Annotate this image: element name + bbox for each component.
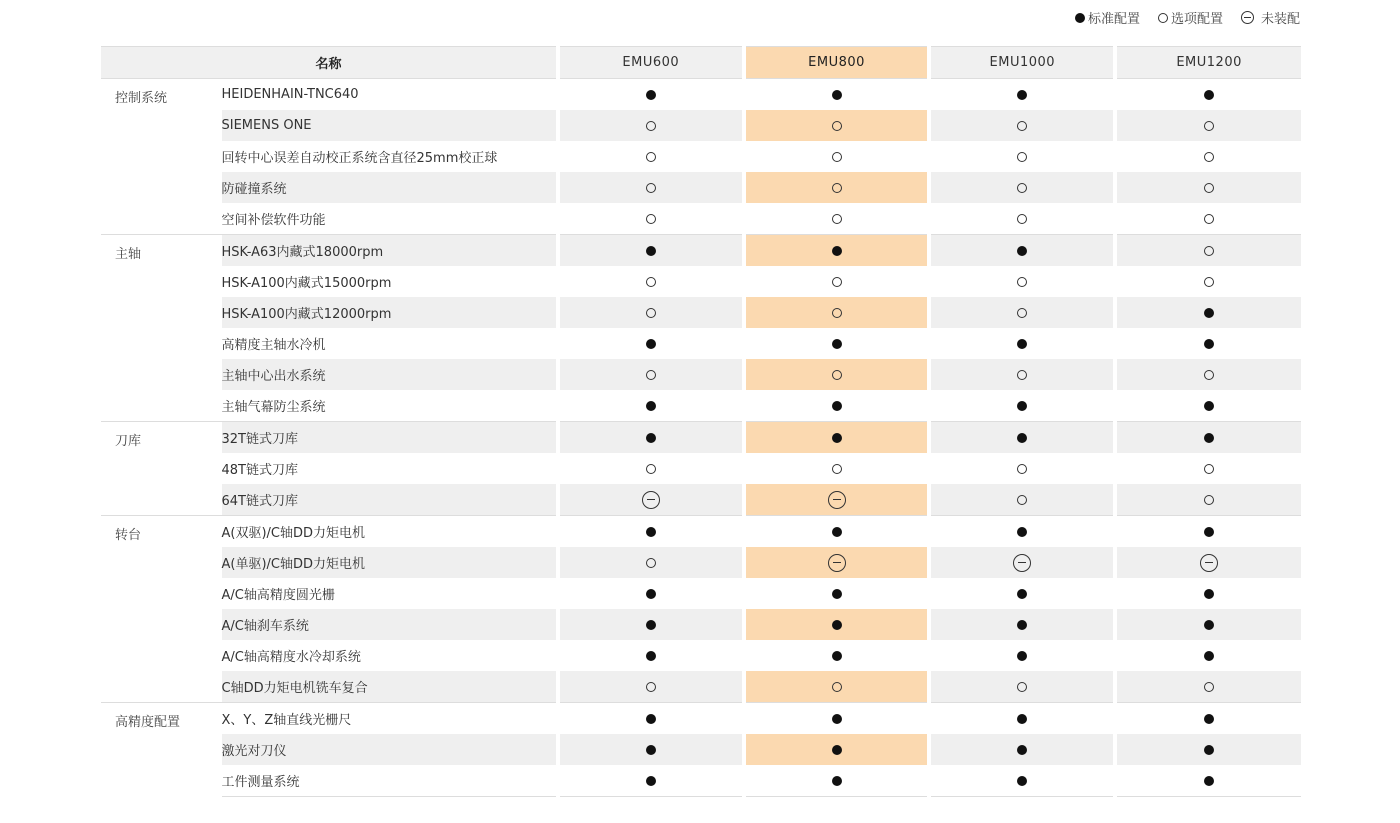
standard-dot-icon [1017,246,1027,256]
optional-circle-icon [832,152,842,162]
mark-cell [744,79,930,111]
legend-not-fitted [1241,8,1300,27]
mark-cell [1115,734,1301,765]
category-label: 主轴 [101,235,222,422]
standard-dot-icon [832,714,842,724]
optional-circle-icon [646,308,656,318]
mark-cell [744,110,930,141]
mark-cell [1115,141,1301,172]
standard-dot-icon [646,589,656,599]
standard-dot-icon [1204,589,1214,599]
standard-dot-icon [1017,651,1027,661]
optional-circle-icon [1017,370,1027,380]
table-row [101,547,1301,578]
optional-circle-icon [1017,464,1027,474]
optional-circle-icon [832,370,842,380]
mark-cell [744,453,930,484]
mark-cell [1115,609,1301,640]
mark-cell [929,578,1115,609]
mark-cell [558,141,744,172]
optional-circle-icon [1204,152,1214,162]
mark-cell [558,609,744,640]
mark-cell [1115,390,1301,422]
optional-circle-icon [832,214,842,224]
category-label: 控制系统 [101,79,222,235]
mark-cell [744,765,930,797]
standard-dot-icon [1017,433,1027,443]
mark-cell [1115,172,1301,203]
item-name: A(双驱)/C轴DD力矩电机 [222,516,558,548]
table-row [101,110,1301,141]
table-row [101,422,1301,454]
mark-cell [744,297,930,328]
mark-cell [929,203,1115,235]
standard-dot-icon [646,401,656,411]
optional-circle-icon [1017,183,1027,193]
mark-cell [929,141,1115,172]
mark-cell [558,578,744,609]
legend-optional-label: 选项配置 [1170,12,1223,27]
mark-cell [1115,203,1301,235]
optional-circle-icon [832,464,842,474]
standard-dot-icon [1204,433,1214,443]
optional-circle-icon [832,121,842,131]
mark-cell [1115,703,1301,735]
name-column-header: 名称 [101,47,558,79]
mark-cell [1115,359,1301,390]
mark-cell [744,328,930,359]
optional-circle-icon [1017,121,1027,131]
mark-cell [929,703,1115,735]
standard-dot-icon [832,620,842,630]
optional-circle-icon [1017,277,1027,287]
item-name: 主轴气幕防尘系统 [221,400,326,415]
optional-circle-icon [1017,152,1027,162]
mark-cell [1115,110,1301,141]
standard-dot-icon [1204,651,1214,661]
item-name: 主轴中心出水系统 [222,359,558,390]
mark-cell [1115,453,1301,484]
optional-circle-icon [646,214,656,224]
table-row [101,266,1301,297]
not-fitted-circle-icon [1241,11,1254,24]
mark-cell [744,703,930,735]
mark-cell [1115,328,1301,359]
item-name: 激光对刀仪 [222,734,558,765]
standard-dot-icon [1017,589,1027,599]
standard-dot-icon [1017,776,1027,786]
table-row [101,203,1301,235]
standard-dot-icon [1204,90,1214,100]
mark-cell [558,328,744,359]
standard-dot-icon [832,651,842,661]
mark-cell [744,422,930,454]
optional-circle-icon [646,682,656,692]
mark-cell [929,516,1115,548]
optional-circle-icon [1204,464,1214,474]
item-name: HSK-A100内藏式15000rpm [221,276,392,291]
mark-cell [1115,235,1301,267]
mark-cell [1115,516,1301,548]
optional-circle-icon [646,183,656,193]
mark-cell [558,640,744,671]
not-fitted-circle-icon [1013,554,1031,572]
table-row [101,609,1301,640]
optional-circle-icon [832,682,842,692]
mark-cell [558,266,744,297]
optional-circle-icon [1204,370,1214,380]
table-row [101,328,1301,359]
standard-dot-icon [646,90,656,100]
mark-cell [929,390,1115,422]
mark-cell [929,79,1115,111]
table-row [101,516,1301,548]
standard-dot-icon [832,246,842,256]
table-row [101,359,1301,390]
item-name: 48T链式刀库 [221,463,298,478]
optional-circle-icon [1204,246,1214,256]
mark-cell [929,359,1115,390]
mark-cell [558,703,744,735]
standard-dot-icon [1017,339,1027,349]
optional-circle-icon [646,464,656,474]
standard-dot-icon [1075,13,1085,23]
table-row [101,172,1301,203]
mark-cell [744,235,930,267]
table-row [101,640,1301,671]
item-name: 64T链式刀库 [222,484,558,516]
standard-dot-icon [646,246,656,256]
model-header: EMU1200 [1115,47,1301,79]
standard-dot-icon [646,339,656,349]
item-name: SIEMENS ONE [222,110,558,141]
item-name: A/C轴刹车系统 [222,609,558,640]
model-header: EMU800 [744,47,930,79]
mark-cell [744,359,930,390]
mark-cell [744,172,930,203]
item-name: HEIDENHAIN-TNC640 [222,79,558,111]
standard-dot-icon [832,589,842,599]
mark-cell [929,297,1115,328]
standard-dot-icon [1204,620,1214,630]
optional-circle-icon [1017,308,1027,318]
mark-cell [558,110,744,141]
mark-cell [929,235,1115,267]
item-name: C轴DD力矩电机铣车复合 [222,671,558,703]
standard-dot-icon [1204,339,1214,349]
standard-dot-icon [1204,527,1214,537]
table-row [101,453,1301,484]
mark-cell [558,172,744,203]
table-row [101,297,1301,328]
standard-dot-icon [646,433,656,443]
mark-cell [558,484,744,516]
mark-cell [929,765,1115,797]
standard-dot-icon [832,527,842,537]
mark-cell [744,266,930,297]
spec-table [101,46,1301,797]
standard-dot-icon [1204,308,1214,318]
mark-cell [929,110,1115,141]
header-row [101,47,1301,79]
standard-dot-icon [646,776,656,786]
mark-cell [744,671,930,703]
optional-circle-icon [1158,13,1168,23]
not-fitted-circle-icon [1200,554,1218,572]
standard-dot-icon [646,651,656,661]
standard-dot-icon [832,339,842,349]
mark-cell [558,297,744,328]
mark-cell [558,422,744,454]
mark-cell [558,79,744,111]
legend [1075,8,1300,27]
standard-dot-icon [1017,90,1027,100]
mark-cell [929,484,1115,516]
mark-cell [929,640,1115,671]
category-label: 转台 [101,516,222,703]
standard-dot-icon [1204,401,1214,411]
mark-cell [558,734,744,765]
item-name: HSK-A63内藏式18000rpm [222,235,558,267]
model-header: EMU600 [558,47,744,79]
standard-dot-icon [1017,620,1027,630]
optional-circle-icon [646,152,656,162]
standard-dot-icon [1017,401,1027,411]
category-label: 高精度配置 [101,703,222,797]
mark-cell [744,484,930,516]
mark-cell [558,671,744,703]
mark-cell [558,203,744,235]
mark-cell [1115,422,1301,454]
standard-dot-icon [1017,714,1027,724]
mark-cell [929,671,1115,703]
table-row [101,578,1301,609]
item-name: 32T链式刀库 [222,422,558,454]
optional-circle-icon [1204,277,1214,287]
mark-cell [744,141,930,172]
standard-dot-icon [646,745,656,755]
optional-circle-icon [1017,495,1027,505]
mark-cell [1115,578,1301,609]
standard-dot-icon [832,433,842,443]
standard-dot-icon [646,714,656,724]
item-name: 工件测量系统 [222,765,558,797]
legend-standard-label: 标准配置 [1087,12,1140,27]
optional-circle-icon [646,370,656,380]
item-name: 防碰撞系统 [222,172,558,203]
mark-cell [929,547,1115,578]
table-row [101,79,1301,111]
mark-cell [929,453,1115,484]
model-header: EMU1000 [929,47,1115,79]
standard-dot-icon [832,401,842,411]
mark-cell [558,547,744,578]
mark-cell [744,516,930,548]
optional-circle-icon [832,308,842,318]
standard-dot-icon [832,776,842,786]
category-label: 刀库 [101,422,222,516]
standard-dot-icon [832,90,842,100]
table-row [101,141,1301,172]
mark-cell [558,516,744,548]
legend-standard [1075,8,1140,27]
mark-cell [1115,266,1301,297]
legend-optional [1158,8,1223,27]
mark-cell [558,359,744,390]
optional-circle-icon [1204,183,1214,193]
item-name: A(单驱)/C轴DD力矩电机 [222,547,558,578]
mark-cell [1115,640,1301,671]
standard-dot-icon [646,620,656,630]
mark-cell [929,609,1115,640]
mark-cell [744,640,930,671]
item-name: A/C轴高精度圆光栅 [221,588,335,603]
not-fitted-circle-icon [642,491,660,509]
optional-circle-icon [1204,682,1214,692]
optional-circle-icon [646,121,656,131]
table-row [101,390,1301,422]
mark-cell [929,422,1115,454]
mark-cell [744,734,930,765]
mark-cell [744,203,930,235]
standard-dot-icon [1017,745,1027,755]
item-name: 回转中心误差自动校正系统含直径25mm校正球 [221,151,498,166]
optional-circle-icon [1017,682,1027,692]
legend-not-fitted-label: 未装配 [1260,12,1300,27]
item-name: HSK-A100内藏式12000rpm [222,297,558,328]
table-row [101,734,1301,765]
optional-circle-icon [1017,214,1027,224]
not-fitted-circle-icon [828,491,846,509]
optional-circle-icon [1204,495,1214,505]
standard-dot-icon [1204,714,1214,724]
spec-table-body [101,79,1301,797]
optional-circle-icon [1204,121,1214,131]
table-row [101,235,1301,267]
item-name: A/C轴高精度水冷却系统 [221,650,361,665]
mark-cell [1115,297,1301,328]
table-row [101,765,1301,797]
mark-cell [558,453,744,484]
mark-cell [929,328,1115,359]
optional-circle-icon [832,277,842,287]
mark-cell [558,390,744,422]
standard-dot-icon [1204,776,1214,786]
table-row [101,484,1301,516]
item-name: 高精度主轴水冷机 [221,338,326,353]
standard-dot-icon [1204,745,1214,755]
mark-cell [558,235,744,267]
item-name: X、Y、Z轴直线光栅尺 [222,703,558,735]
mark-cell [744,390,930,422]
not-fitted-circle-icon [828,554,846,572]
standard-dot-icon [1017,527,1027,537]
optional-circle-icon [1204,214,1214,224]
mark-cell [929,734,1115,765]
table-row [101,671,1301,703]
mark-cell [1115,79,1301,111]
optional-circle-icon [832,183,842,193]
mark-cell [929,266,1115,297]
item-name: 空间补偿软件功能 [221,213,326,228]
optional-circle-icon [646,558,656,568]
mark-cell [1115,765,1301,797]
optional-circle-icon [646,277,656,287]
mark-cell [744,578,930,609]
mark-cell [1115,547,1301,578]
standard-dot-icon [832,745,842,755]
mark-cell [558,765,744,797]
mark-cell [744,547,930,578]
mark-cell [1115,484,1301,516]
mark-cell [929,172,1115,203]
mark-cell [744,609,930,640]
table-row [101,703,1301,735]
mark-cell [1115,671,1301,703]
standard-dot-icon [646,527,656,537]
